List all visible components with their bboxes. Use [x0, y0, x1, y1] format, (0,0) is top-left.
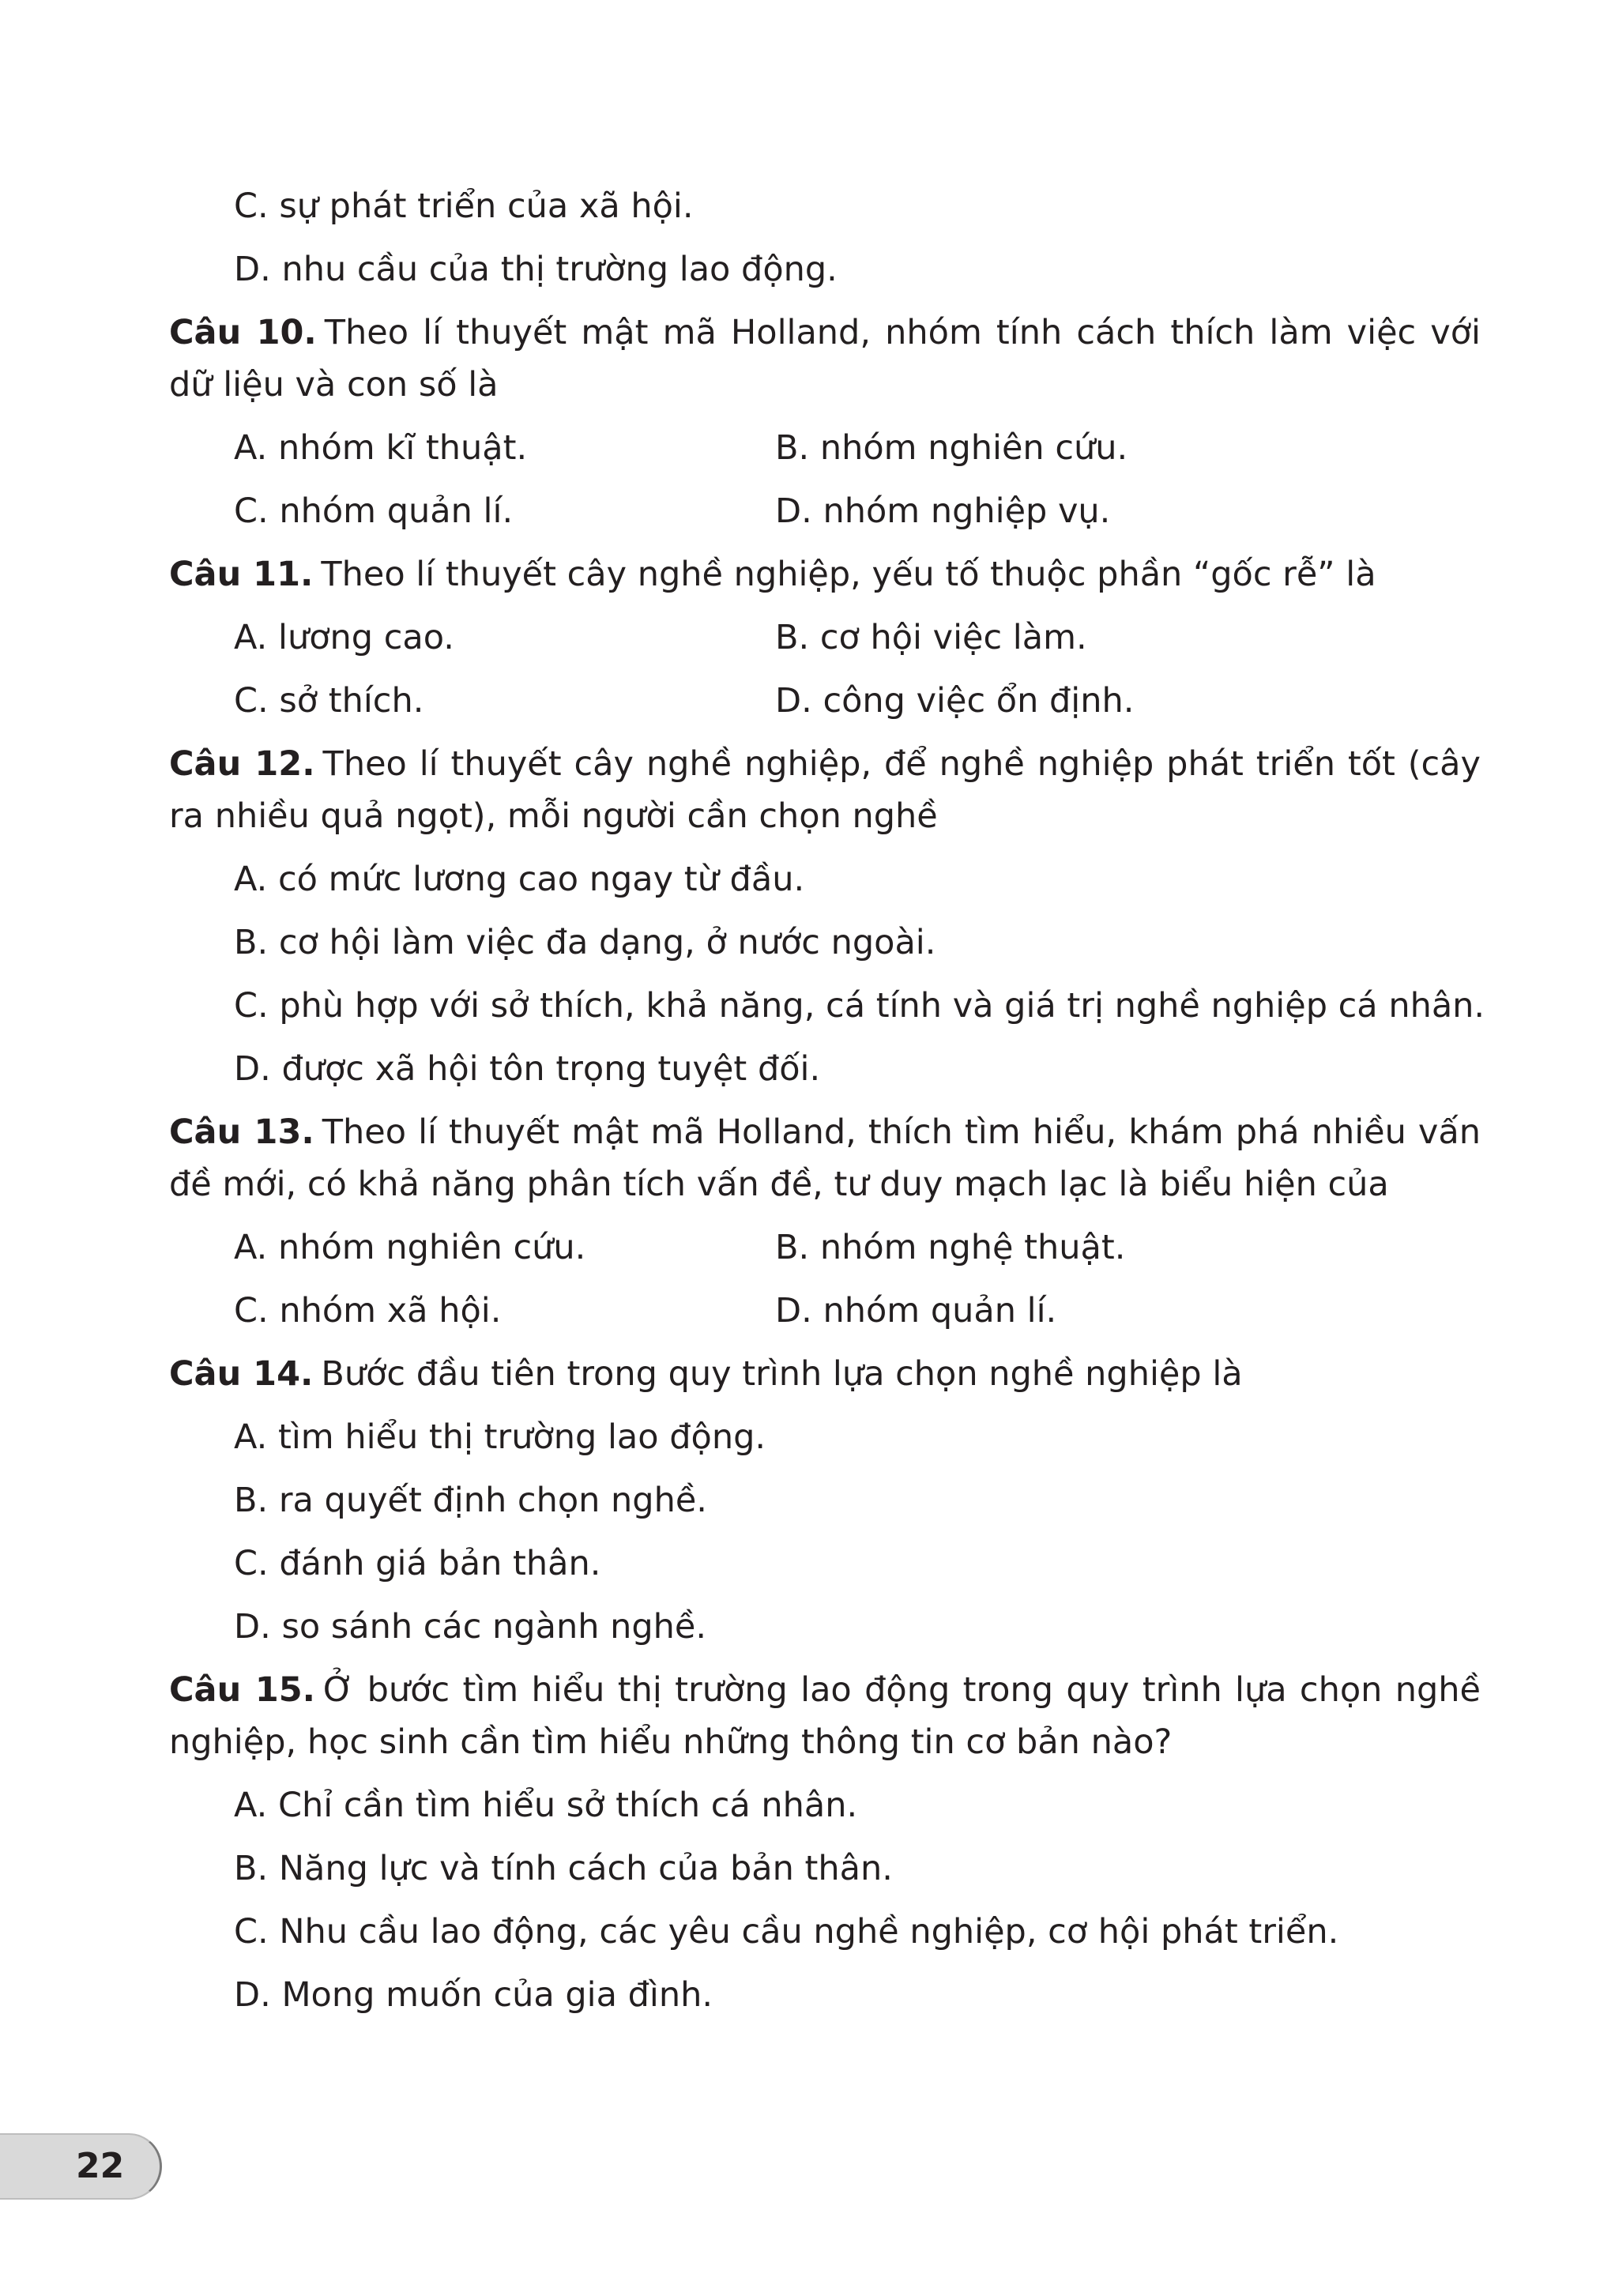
option-d: D. Mong muốn của gia đình. [234, 1975, 713, 2015]
option-d: D. nhóm nghiệp vụ. [775, 491, 1111, 531]
question-text: Theo lí thuyết mật mã Holland, nhóm tính cách thích làm việc với dữ liệu và con số là [169, 313, 1481, 405]
option-c: C. nhóm quản lí. [234, 491, 514, 531]
question-14 [169, 1348, 1481, 1653]
option-c: C. đánh giá bản thân. [234, 1544, 601, 1583]
option-a: A. lương cao. [234, 618, 454, 657]
option-c: C. phù hợp với sở thích, khả năng, cá tính và giá trị nghề nghiệp cá nhân. [234, 986, 1485, 1026]
question-stem [169, 548, 1481, 600]
question-15 [169, 1664, 1481, 2021]
option-b: B. Năng lực và tính cách của bản thân. [234, 1849, 893, 1888]
options-grid [169, 1221, 1481, 1337]
question-10 [169, 307, 1481, 537]
option-b: B. cơ hội làm việc đa dạng, ở nước ngoài. [234, 923, 936, 962]
option-a: A. nhóm kĩ thuật. [234, 428, 528, 468]
option-a: A. nhóm nghiên cứu. [234, 1228, 586, 1267]
question-text: Theo lí thuyết mật mã Holland, thích tìm hiểu, khám phá nhiều vấn đề mới, có khả năng phân tích vấn đề, tư duy mạch lạc là biểu hiện của [169, 1112, 1481, 1204]
question-text: Ở bước tìm hiểu thị trường lao động trong quy trình lựa chọn nghề nghiệp, học sinh cần tìm hiểu những thông tin cơ bản nào? [169, 1670, 1481, 1762]
question-12 [169, 738, 1485, 1095]
option-a: A. có mức lương cao ngay từ đầu. [234, 860, 805, 899]
option-b: B. nhóm nghệ thuật. [775, 1228, 1126, 1267]
option-b: B. nhóm nghiên cứu. [775, 428, 1128, 468]
question-stem [169, 1106, 1481, 1210]
option-b: B. cơ hội việc làm. [775, 618, 1087, 657]
option-d: D. so sánh các ngành nghề. [234, 1607, 707, 1647]
option-c: C. sở thích. [234, 681, 424, 721]
previous-question-options [169, 180, 1481, 295]
option-d: D. được xã hội tôn trọng tuyệt đối. [234, 1049, 821, 1089]
option-d: D. nhóm quản lí. [775, 1291, 1057, 1331]
options-grid [169, 612, 1481, 727]
option-d: D. công việc ổn định. [775, 681, 1135, 721]
options-grid [169, 422, 1481, 537]
question-stem [169, 1348, 1481, 1400]
page-number: 22 [76, 2146, 125, 2186]
question-13 [169, 1106, 1481, 1337]
question-label: Câu 11. [169, 555, 314, 594]
question-text: Bước đầu tiên trong quy trình lựa chọn nghề nghiệp là [321, 1354, 1243, 1394]
question-stem [169, 1664, 1481, 1768]
question-label: Câu 12. [169, 744, 315, 784]
option-a: A. tìm hiểu thị trường lao động. [234, 1417, 766, 1457]
option-c: C. nhóm xã hội. [234, 1291, 502, 1331]
question-label: Câu 13. [169, 1112, 314, 1152]
option-c: C. sự phát triển của xã hội. [234, 186, 694, 226]
question-label: Câu 14. [169, 1354, 314, 1394]
question-text: Theo lí thuyết cây nghề nghiệp, yếu tố thuộc phần “gốc rễ” là [321, 555, 1376, 594]
question-label: Câu 10. [169, 313, 317, 352]
option-a: A. Chỉ cần tìm hiểu sở thích cá nhân. [234, 1786, 858, 1825]
question-11 [169, 548, 1481, 727]
question-stem [169, 307, 1481, 411]
question-label: Câu 15. [169, 1670, 316, 1710]
question-stem [169, 738, 1481, 842]
option-b: B. ra quyết định chọn nghề. [234, 1481, 707, 1520]
option-d: D. nhu cầu của thị trường lao động. [234, 250, 838, 289]
page-content [169, 180, 1485, 2032]
question-text: Theo lí thuyết cây nghề nghiệp, để nghề nghiệp phát triển tốt (cây ra nhiều quả ngọt), mỗi người cần chọn nghề [169, 744, 1481, 836]
option-c: C. Nhu cầu lao động, các yêu cầu nghề nghiệp, cơ hội phát triển. [234, 1912, 1339, 1952]
